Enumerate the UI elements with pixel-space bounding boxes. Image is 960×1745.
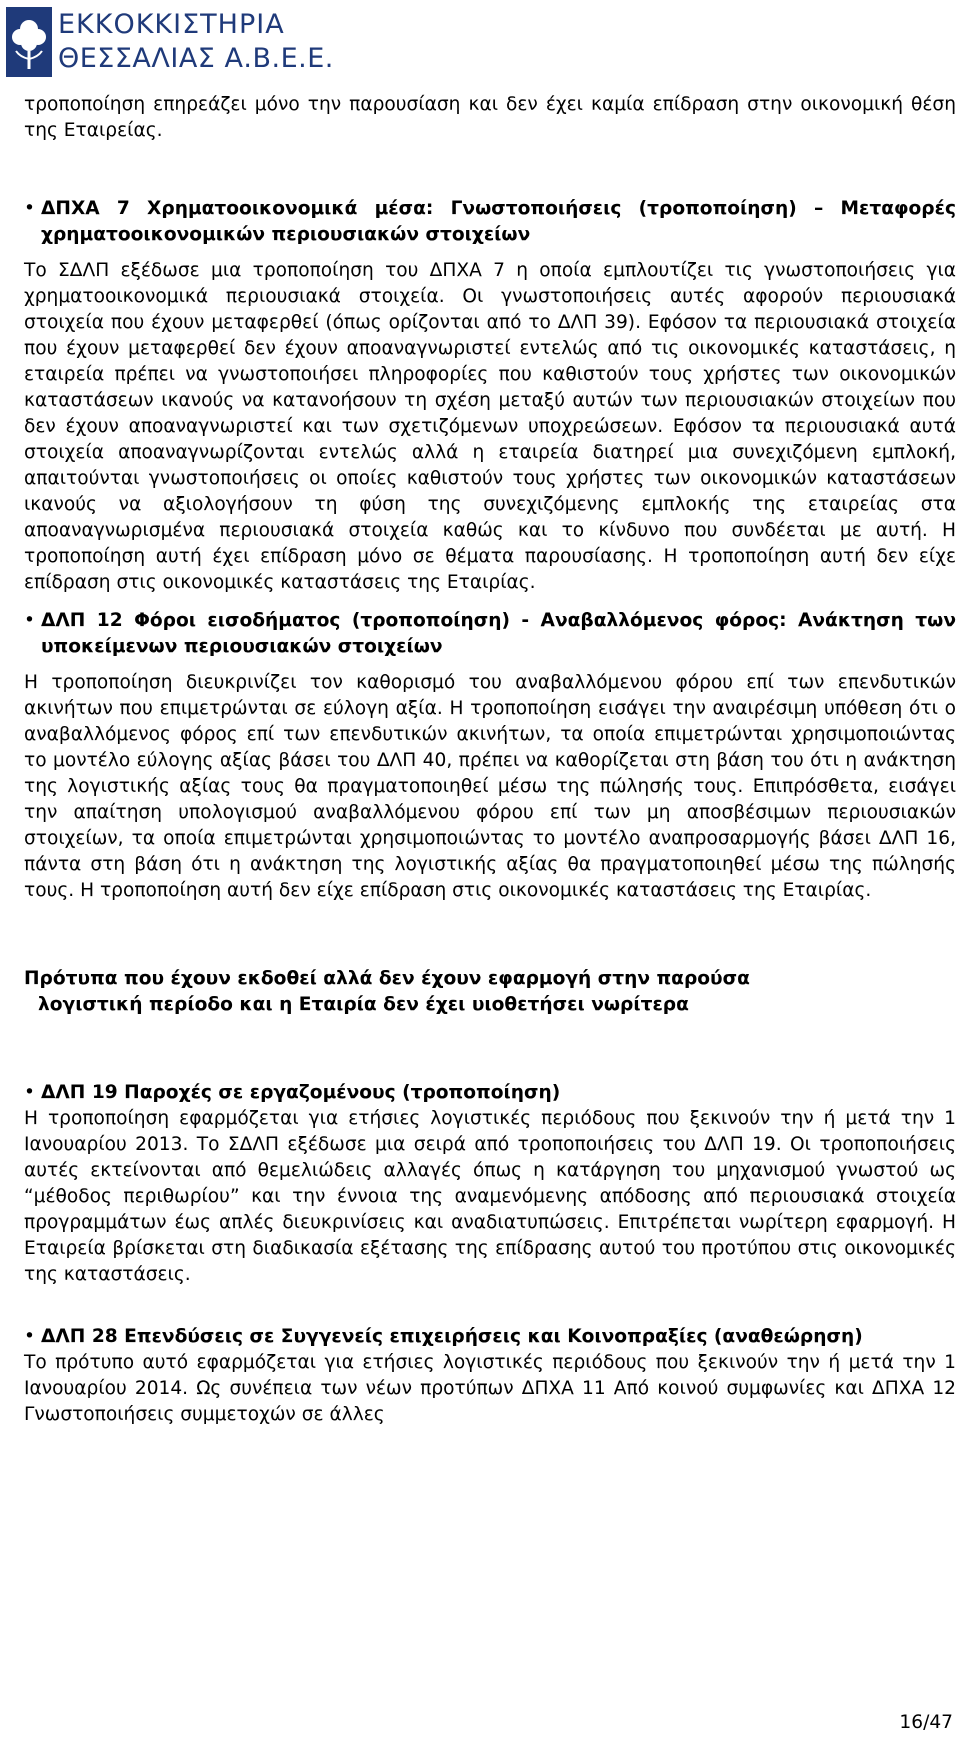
section-heading-line2: λογιστική περίοδο και η Εταιρία δεν έχει υιοθετήσει νωρίτερα [38, 994, 689, 1015]
item4-heading [24, 1324, 956, 1350]
item4-paragraph: Το πρότυπο αυτό εφαρμόζεται για ετήσιες λογιστικές περιόδους που ξεκινούν την ή μετά την 1 Ιανουαρίου 2014. Ως συνέπεια των νέων προτύπων ΔΠΧΑ 11 Από κοινού συμφωνίες και ΔΠΧΑ 12 Γνωστοποιήσεις συμμετοχών σε άλλες [24, 1352, 956, 1425]
item3-paragraph: Η τροποποίηση εφαρμόζεται για ετήσιες λογιστικές περιόδους που ξεκινούν την ή μετά την 1 Ιανουαρίου 2013. Το ΣΔΛΠ εξέδωσε μια σειρά από τροποποιήσεις του ΔΛΠ 19. Οι τροποποιήσεις αυτές εκτείνονται από θεμελιώδεις αλλαγές όπως η κατάργηση του μηχανισμού γνωστού ως “μέθοδος περιθωρίου” και την έννοια της αναμενόμενης απόδοσης από περιουσιακά στοιχεία προγραμμάτων έως απλές διευκρινίσεις και αναδιατυπώσεις. Επιτρέπεται νωρίτερη εφαρμογή. Η Εταιρεία βρίσκεται στη διαδικασία εξέτασης της επίδρασης αυτού του προτύπου στις οικονομικές της καταστάσεις. [24, 1108, 956, 1285]
item1-paragraph: Το ΣΔΛΠ εξέδωσε μια τροποποίηση του ΔΠΧΑ 7 η οποία εμπλουτίζει τις γνωστοποιήσεις για χρηματοοικονομικά περιουσιακά στοιχεία. Οι γνωστοποιήσεις αυτές αφορούν περιουσιακά στοιχεία που έχουν μεταφερθεί (όπως ορίζονται από το ΔΛΠ 39). Εφόσον τα περιουσιακά στοιχεία που έχουν μεταφερθεί δεν έχουν αποαναγνωριστεί εντελώς από τις οικονομικές καταστάσεις, η εταιρεία πρέπει να γνωστοποιήσει πληροφορίες που καθιστούν τους χρήστες των οικονομικών καταστάσεων ικανούς να κατανοήσουν τη σχέση μεταξύ αυτών των περιουσιακών στοιχείων που δεν έχουν αποαναγνωριστεί και των σχετιζόμενων υποχρεώσεων. Εφόσον τα περιουσιακά αυτά στοιχεία αποαναγνωρίζονται εντελώς αλλά η εταιρεία διατηρεί μια συνεχιζόμενη εμπλοκή, απαιτούνται γνωστοποιήσεις οι οποίες καθιστούν τους χρήστες των οικονομικών καταστάσεων ικανούς να αξιολογήσουν τη φύση της συνεχιζόμενης εμπλοκής της εταιρείας στα αποαναγνωρισμένα περιουσιακά στοιχεία καθώς και το κίνδυνο που συνδέεται με αυτή. Η τροποποίηση αυτή έχει επίδραση μόνο σε θέματα παρουσίασης. Η τροποποίηση αυτή δεν είχε επίδραση στις οικονομικές καταστάσεις της Εταιρίας. [24, 260, 956, 593]
bullet-icon: • [24, 610, 35, 631]
company-logo [6, 6, 334, 78]
item2-heading [24, 608, 956, 660]
document-body [24, 92, 956, 1428]
bullet-icon: • [24, 198, 35, 219]
item2-title: ΔΛΠ 12 Φόροι εισοδήματος (τροποποίηση) - Αναβαλλόμενος φόρος: Ανάκτηση των υποκείμενων περιουσιακών στοιχείων [41, 610, 956, 657]
intro-paragraph: τροποποίηση επηρεάζει μόνο την παρουσίαση και δεν έχει καμία επίδραση στην οικονομική θέση της Εταιρείας. [24, 94, 956, 141]
logo-text-line2: ΘΕΣΣΑΛΙΑΣ Α.Β.Ε.Ε. [58, 43, 334, 74]
item2-paragraph: Η τροποποίηση διευκρινίζει τον καθορισμό του αναβαλλόμενου φόρου επί των επενδυτικών ακινήτων που επιμετρώνται σε εύλογη αξία. Η τροποποίηση εισάγει την αναιρέσιμη υπόθεση ότι ο αναβαλλόμενος φόρος επί των επενδυτικών ακινήτων, τα οποία επιμετρώνται χρησιμοποιώντας το μοντέλο εύλογης αξίας βάσει του ΔΛΠ 40, πρέπει να καθορίζεται στη βάση του ότι η ανάκτηση της λογιστικής αξίας τους θα πραγματοποιηθεί μέσω της πώλησής τους. Επιπρόσθετα, εισάγει την απαίτηση υπολογισμού αναβαλλόμενου φόρου επί των μη αποσβέσιμων περιουσιακών στοιχείων, τα οποία επιμετρώνται χρησιμοποιώντας το μοντέλο αναπροσαρμογής βάσει ΔΛΠ 16, πάντα στη βάση ότι η ανάκτηση της λογιστικής αξίας θα πραγματοποιηθεί μέσω της πώλησής τους. Η τροποποίηση αυτή δεν είχε επίδραση στις οικονομικές καταστάσεις της Εταιρίας. [24, 672, 956, 901]
item4-title: ΔΛΠ 28 Επενδύσεις σε Συγγενείς επιχειρήσεις και Κοινοπραξίες (αναθεώρηση) [41, 1326, 863, 1347]
item3-heading [24, 1080, 956, 1106]
section-heading [24, 966, 956, 1018]
bullet-icon: • [24, 1326, 35, 1347]
item1-title: ΔΠΧΑ 7 Χρηματοοικονομικά μέσα: Γνωστοποιήσεις (τροποποίηση) – Μεταφορές χρηματοοικονομικών περιουσιακών στοιχείων [41, 198, 956, 245]
item3-title: ΔΛΠ 19 Παροχές σε εργαζομένους (τροποποίηση) [41, 1082, 561, 1103]
cotton-logo-icon [6, 7, 52, 77]
logo-text-line1: ΕΚΚΟΚΚΙΣΤΗΡΙΑ [58, 9, 285, 40]
page-number: 16/47 [899, 1712, 953, 1733]
bullet-icon: • [24, 1082, 35, 1103]
item1-heading [24, 196, 956, 248]
section-heading-line1: Πρότυπα που έχουν εκδοθεί αλλά δεν έχουν εφαρμογή στην παρούσα [24, 968, 750, 989]
